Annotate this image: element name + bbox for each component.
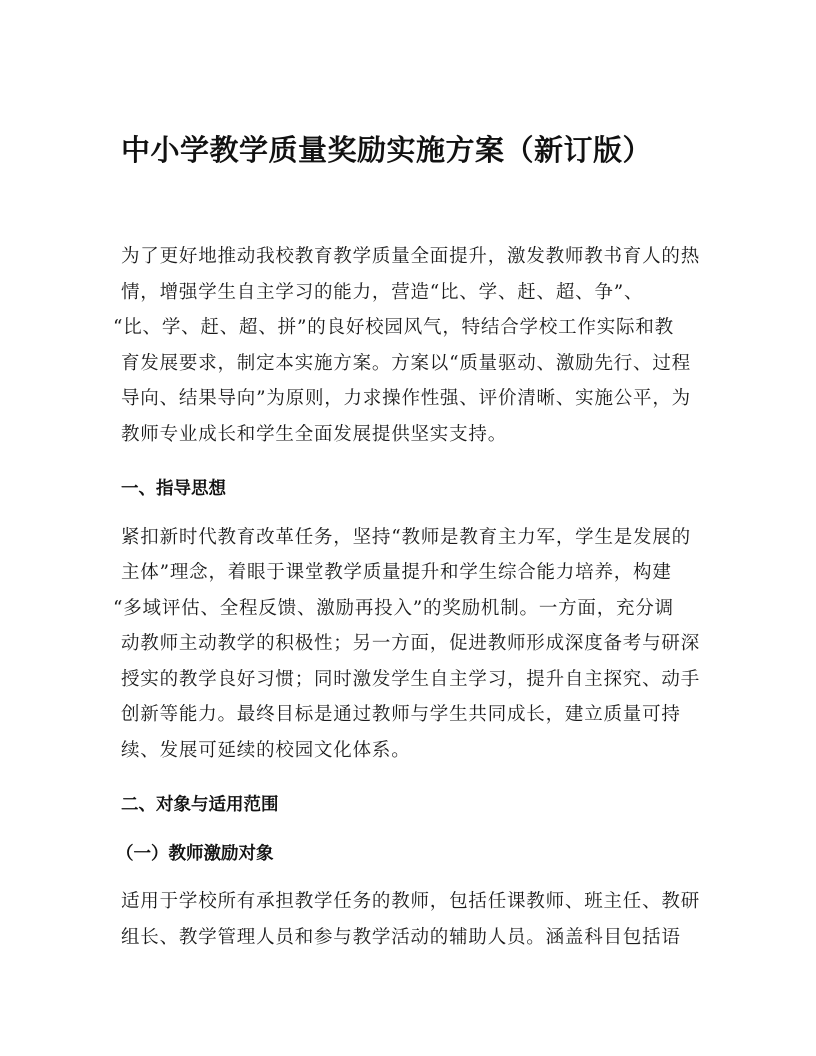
paragraph-line: 授实的教学良好习惯；同时激发学生自主学习，提升自主探究、动手 bbox=[121, 669, 701, 690]
paragraph-line: 育发展要求，制定本实施方案。方案以“质量驱动、激励先行、过程 bbox=[121, 353, 691, 374]
document-title: 中小学教学质量奖励实施方案（新订版） bbox=[121, 133, 653, 167]
section-heading-guiding-ideology: 一、指导思想 bbox=[121, 479, 226, 499]
paragraph-line: “比、学、赶、超、拼”的良好校园风气，特结合学校工作实际和教 bbox=[113, 317, 674, 338]
paragraph-line: 动教师主动教学的积极性；另一方面，促进教师形成深度备考与研深 bbox=[121, 633, 701, 654]
paragraph-line: 导向、结果导向”为原则，力求操作性强、评价清晰、实施公平，为 bbox=[121, 388, 691, 409]
paragraph-line: 为了更好地推动我校教育教学质量全面提升，激发教师教书育人的热 bbox=[121, 246, 701, 267]
paragraph-line: 适用于学校所有承担教学任务的教师，包括任课教师、班主任、教研 bbox=[121, 891, 701, 912]
paragraph-line: 情，增强学生自主学习的能力，营造“比、学、赶、超、争”、 bbox=[121, 282, 644, 303]
paragraph-line: 教师专业成长和学生全面发展提供坚实支持。 bbox=[121, 424, 508, 445]
section-heading-scope: 二、对象与适用范围 bbox=[121, 795, 279, 815]
paragraph-line: “多域评估、全程反馈、激励再投入”的奖励机制。一方面，充分调 bbox=[113, 598, 674, 619]
paragraph-line: 续、发展可延续的校园文化体系。 bbox=[121, 740, 411, 761]
paragraph-line: 主体”理念，着眼于课堂教学质量提升和学生综合能力培养，构建 bbox=[121, 562, 672, 583]
paragraph-line: 组长、教学管理人员和参与教学活动的辅助人员。涵盖科目包括语 bbox=[121, 927, 681, 948]
paragraph-line: 创新等能力。最终目标是通过教师与学生共同成长，建立质量可持 bbox=[121, 704, 681, 725]
paragraph-line: 紧扣新时代教育改革任务，坚持“教师是教育主力军，学生是发展的 bbox=[121, 527, 691, 548]
subsection-heading-teacher-incentive: （一）教师激励对象 bbox=[116, 844, 274, 864]
